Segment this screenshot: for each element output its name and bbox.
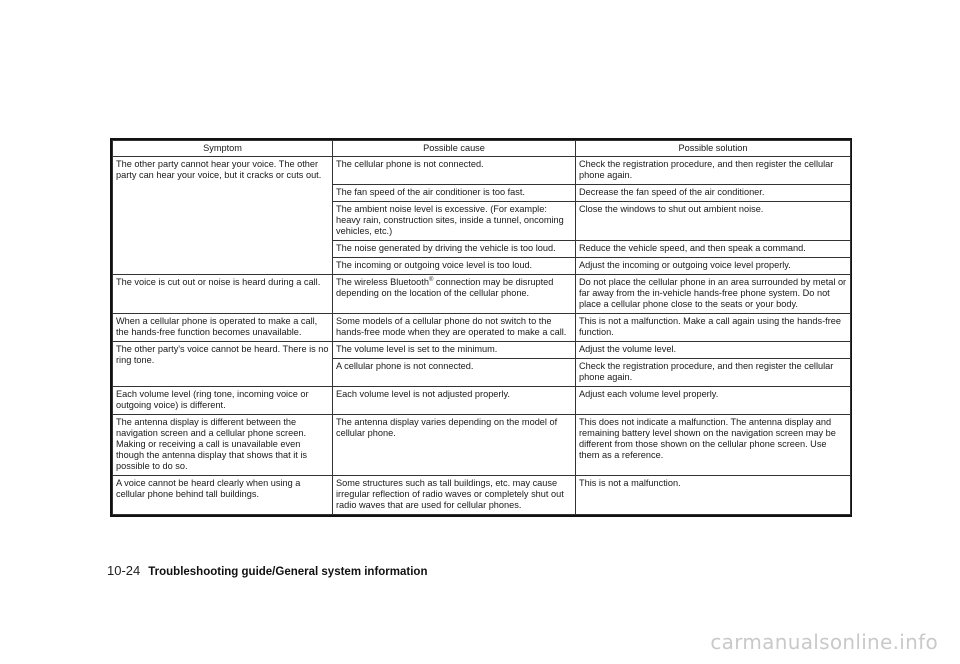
page-number: 10-24 xyxy=(107,563,141,578)
cause-cell: The fan speed of the air conditioner is too fast. xyxy=(333,185,576,202)
table-row xyxy=(113,415,851,476)
table-row xyxy=(113,476,851,515)
watermark: carmanualsonline.info xyxy=(710,630,938,654)
troubleshooting-table xyxy=(112,140,851,515)
cause-cell: Each volume level is not adjusted properly. xyxy=(333,387,576,415)
cause-cell: The noise generated by driving the vehicle is too loud. xyxy=(333,241,576,258)
cause-text-pre: The wireless Bluetooth xyxy=(336,277,429,287)
symptom-cell: A voice cannot be heard clearly when using a cellular phone behind tall buildings. xyxy=(113,476,333,515)
section-title: Troubleshooting guide/General system information xyxy=(148,566,428,578)
cause-cell: Some models of a cellular phone do not switch to the hands-free mode when they are operated to make a call. xyxy=(333,314,576,342)
header-possible-solution: Possible solution xyxy=(576,141,851,157)
solution-cell: Check the registration procedure, and then register the cellular phone again. xyxy=(576,359,851,387)
solution-cell: Decrease the fan speed of the air conditioner. xyxy=(576,185,851,202)
cause-text-post: connection may be disrupted depending on the location of the cellular phone. xyxy=(336,277,554,298)
symptom-cell: When a cellular phone is operated to make a call, the hands-free function becomes unavailable. xyxy=(113,314,333,342)
cause-cell: The ambient noise level is excessive. (For example: heavy rain, construction sites, inside a tunnel, oncoming vehicles, etc.) xyxy=(333,202,576,241)
cause-cell: A cellular phone is not connected. xyxy=(333,359,576,387)
solution-cell: Reduce the vehicle speed, and then speak a command. xyxy=(576,241,851,258)
solution-cell: Adjust the incoming or outgoing voice level properly. xyxy=(576,258,851,275)
solution-cell: Adjust the volume level. xyxy=(576,342,851,359)
symptom-cell: Each volume level (ring tone, incoming voice or outgoing voice) is different. xyxy=(113,387,333,415)
page-footer xyxy=(107,563,427,578)
header-possible-cause: Possible cause xyxy=(333,141,576,157)
solution-cell: Close the windows to shut out ambient noise. xyxy=(576,202,851,241)
table-row xyxy=(113,157,851,185)
solution-cell: Do not place the cellular phone in an area surrounded by metal or far away from the in-vehicle hands-free phone system. Do not place a cellular phone close to the seats or your body. xyxy=(576,275,851,314)
cause-cell: The volume level is set to the minimum. xyxy=(333,342,576,359)
cause-cell: The cellular phone is not connected. xyxy=(333,157,576,185)
registered-mark: ® xyxy=(428,276,434,283)
table-header-row xyxy=(113,141,851,157)
solution-cell: Adjust each volume level properly. xyxy=(576,387,851,415)
symptom-cell: The other party's voice cannot be heard. There is no ring tone. xyxy=(113,342,333,387)
table-row xyxy=(113,275,851,314)
symptom-cell: The other party cannot hear your voice. The other party can hear your voice, but it cracks or cuts out. xyxy=(113,157,333,275)
table-row xyxy=(113,314,851,342)
symptom-cell: The antenna display is different between the navigation screen and a cellular phone screen. Making or receiving a call is unavailable even though the antenna display that shows that it is possible to do so. xyxy=(113,415,333,476)
cause-cell: The antenna display varies depending on the model of cellular phone. xyxy=(333,415,576,476)
cause-cell: Some structures such as tall buildings, etc. may cause irregular reflection of radio waves or completely shut out radio waves that are used for cellular phones. xyxy=(333,476,576,515)
cause-cell: The incoming or outgoing voice level is too loud. xyxy=(333,258,576,275)
troubleshooting-table-container xyxy=(110,138,852,517)
solution-cell: This is not a malfunction. xyxy=(576,476,851,515)
solution-cell: This is not a malfunction. Make a call again using the hands-free function. xyxy=(576,314,851,342)
solution-cell: Check the registration procedure, and then register the cellular phone again. xyxy=(576,157,851,185)
header-symptom: Symptom xyxy=(113,141,333,157)
table-row xyxy=(113,342,851,359)
solution-cell: This does not indicate a malfunction. The antenna display and remaining battery level shown on the navigation screen may be different from those shown on the cellular phone screen. Use them as a reference. xyxy=(576,415,851,476)
symptom-cell: The voice is cut out or noise is heard during a call. xyxy=(113,275,333,314)
cause-cell xyxy=(333,275,576,314)
table-row xyxy=(113,387,851,415)
